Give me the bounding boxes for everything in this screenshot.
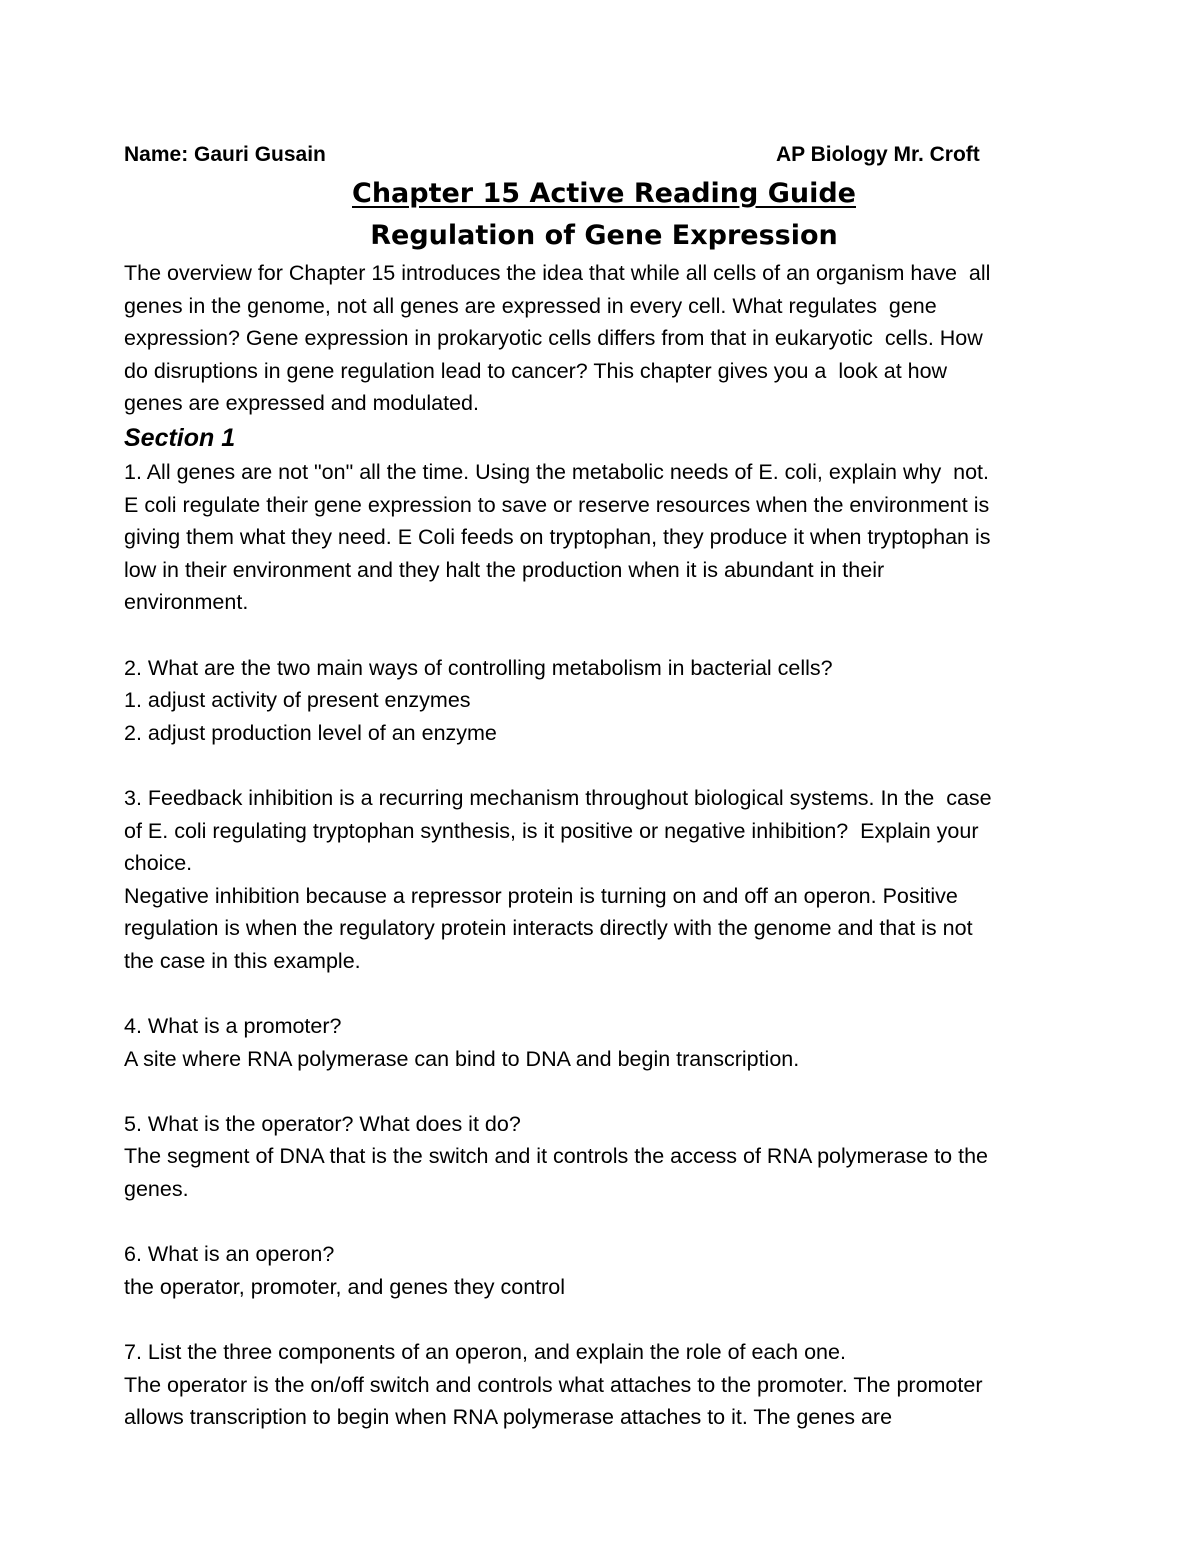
question-text: 2. What are the two main ways of controlling metabolism in bacterial cells? [124, 655, 833, 680]
spacer [124, 1206, 1084, 1239]
overview-paragraph: The overview for Chapter 15 introduces the idea that while all cells of an organism have all genes in the genome, not all genes are expressed in every cell. What regulates gene expression? Gene expression in prokaryotic cells differs from that in eukaryotic cells. How do disruptions in gene regulation lead to cancer? This chapter gives you a look at how genes are expressed and modulated. [124, 261, 991, 416]
document-title: Chapter 15 Active Reading Guide [352, 178, 856, 209]
spacer [124, 977, 1084, 1010]
question-text: 6. What is an operon? [124, 1242, 335, 1267]
spacer [124, 619, 1084, 652]
student-name: Name: Gauri Gusain [124, 143, 326, 166]
answer-text: A site where RNA polymerase can bind to DNA and begin transcription. [124, 1046, 800, 1071]
answer-text: The segment of DNA that is the switch and it controls the access of RNA polymerase to the genes. [124, 1144, 988, 1202]
answer-text: the operator, promoter, and genes they control [124, 1274, 566, 1299]
answer-text: The operator is the on/off switch and controls what attaches to the promoter. The promoter allows transcription to begin when RNA polymerase attaches to it. The genes are [124, 1372, 983, 1430]
document-page [124, 140, 1084, 1434]
section-heading: Section 1 [124, 423, 236, 452]
spacer [124, 1075, 1084, 1108]
question-text: 5. What is the operator? What does it do? [124, 1111, 521, 1136]
question-text: 4. What is a promoter? [124, 1014, 342, 1039]
spacer [124, 749, 1084, 782]
answer-text: Negative inhibition because a repressor protein is turning on and off an operon. Positive regulation is when the regulatory protein interacts directly with the genome and that is not the case in this example. [124, 883, 973, 973]
course-label: AP Biology Mr. Croft [776, 143, 980, 166]
question-text: 3. Feedback inhibition is a recurring mechanism throughout biological systems. In the case of E. coli regulating tryptophan synthesis, is it positive or negative inhibition? Explain your choice. [124, 785, 992, 876]
spacer [124, 1303, 1084, 1336]
question-text: 1. All genes are not "on" all the time. Using the metabolic needs of E. coli, explain why not. [124, 459, 989, 484]
header-row [124, 140, 1084, 170]
answer-text: 1. adjust activity of present enzymes 2. adjust production level of an enzyme [124, 688, 497, 745]
document-subtitle: Regulation of Gene Expression [370, 220, 838, 251]
question-text: 7. List the three components of an operon, and explain the role of each one. [124, 1340, 846, 1364]
answer-text: E coli regulate their gene expression to save or reserve resources when the environment is giving them what they need. E Coli feeds on tryptophan, they produce it when tryptophan is low in their environment and they halt the production when it is abundant in their environment. [124, 492, 991, 615]
